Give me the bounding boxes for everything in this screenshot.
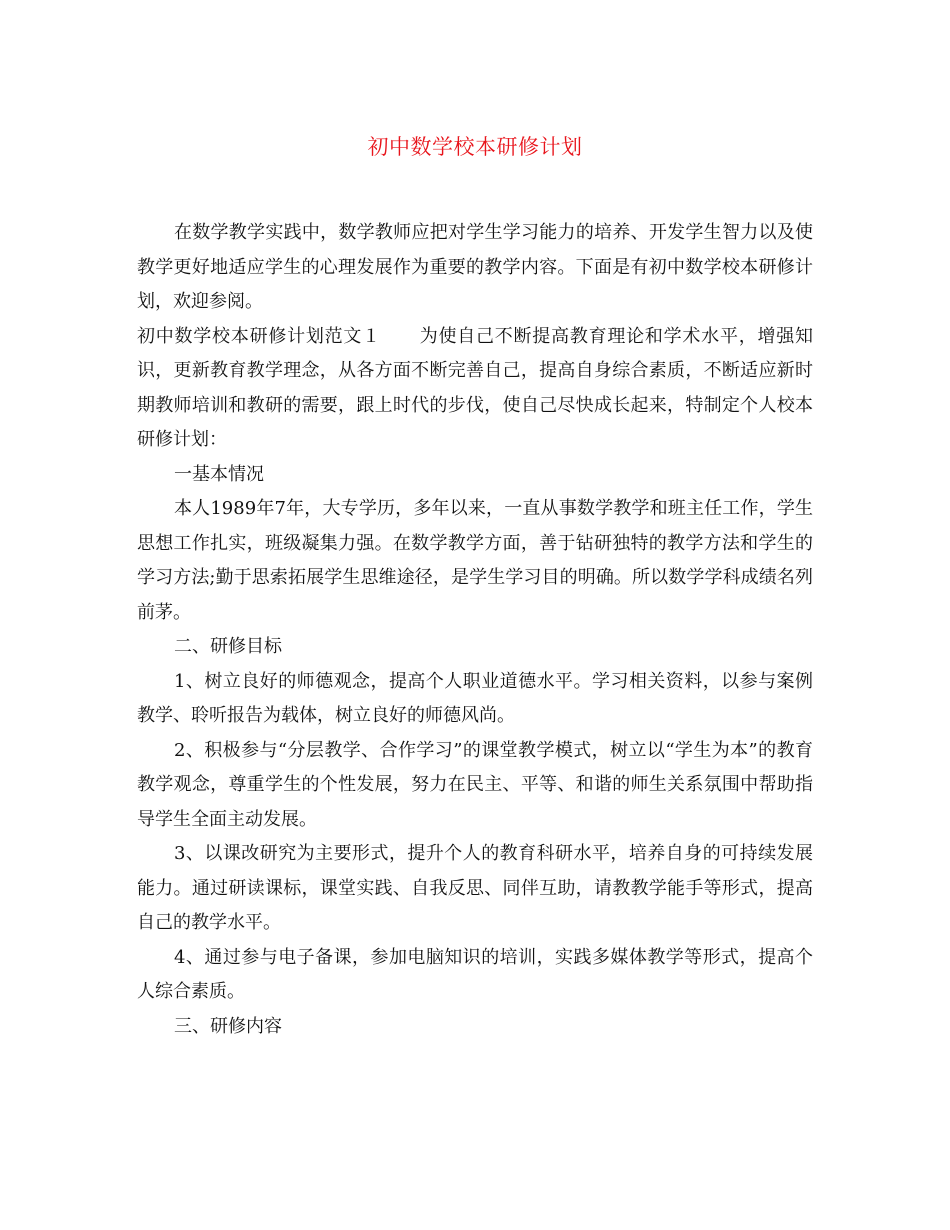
document-title: 初中数学校本研修计划 — [367, 135, 583, 159]
paragraph-basic-info: 本人1989年7年，大专学历，多年以来，一直从事数学教学和班主任工作，学生思想工作扎实，班级凝集力强。在数学教学方面，善于钻研独特的教学方法和学生的学习方法;勤于思索拓展学生思维途径，是学生学习目的明确。所以数学学科成绩名列前茅。 — [137, 498, 813, 623]
section-heading-basic: 一基本情况 — [174, 463, 264, 485]
section-heading-goals: 二、研修目标 — [174, 636, 282, 657]
paragraph-goal-3: 3、以课改研究为主要形式，提升个人的教育科研水平，培养自身的可持续发展能力。通过研读课标，课堂实践、自我反思、同伴互助，请教教学能手等形式，提高自己的教学水平。 — [137, 843, 813, 933]
paragraph-goal-2: 2、积极参与“分层教学、合作学习”的课堂教学模式，树立以“学生为本”的教育教学观念，尊重学生的个性发展，努力在民主、平等、和谐的师生关系氛围中帮助指导学生全面主动发展。 — [137, 739, 813, 830]
sample-intro: 为使自己不断提高教育理论和学术水平，增强知识，更新教育教学理念，从各方面不断完善自己，提高自身综合素质，不断适应新时期教师培训和教研的需要，跟上时代的步伐，使自己尽快成长起来，特制定个人校本研修计划： — [137, 325, 814, 450]
paragraph-sample — [137, 320, 813, 458]
paragraph-goal-1: 1、树立良好的师德观念，提高个人职业道德水平。学习相关资料，以参与案例教学、聆听报告为载体，树立良好的师德风尚。 — [137, 670, 813, 726]
paragraph-intro: 在数学教学实践中，数学教师应把对学生学习能力的培养、开发学生智力以及使教学更好地适应学生的心理发展作为重要的教学内容。下面是有初中数学校本研修计划，欢迎参阅。 — [137, 222, 813, 312]
section-heading-content: 三、研修内容 — [174, 1015, 282, 1037]
sample-heading: 初中数学校本研修计划范文１ — [137, 325, 381, 347]
paragraph-goal-4: 4、通过参与电子备课，参加电脑知识的培训，实践多媒体教学等形式，提高个人综合素质。 — [137, 946, 813, 1002]
document-body — [137, 216, 813, 1044]
